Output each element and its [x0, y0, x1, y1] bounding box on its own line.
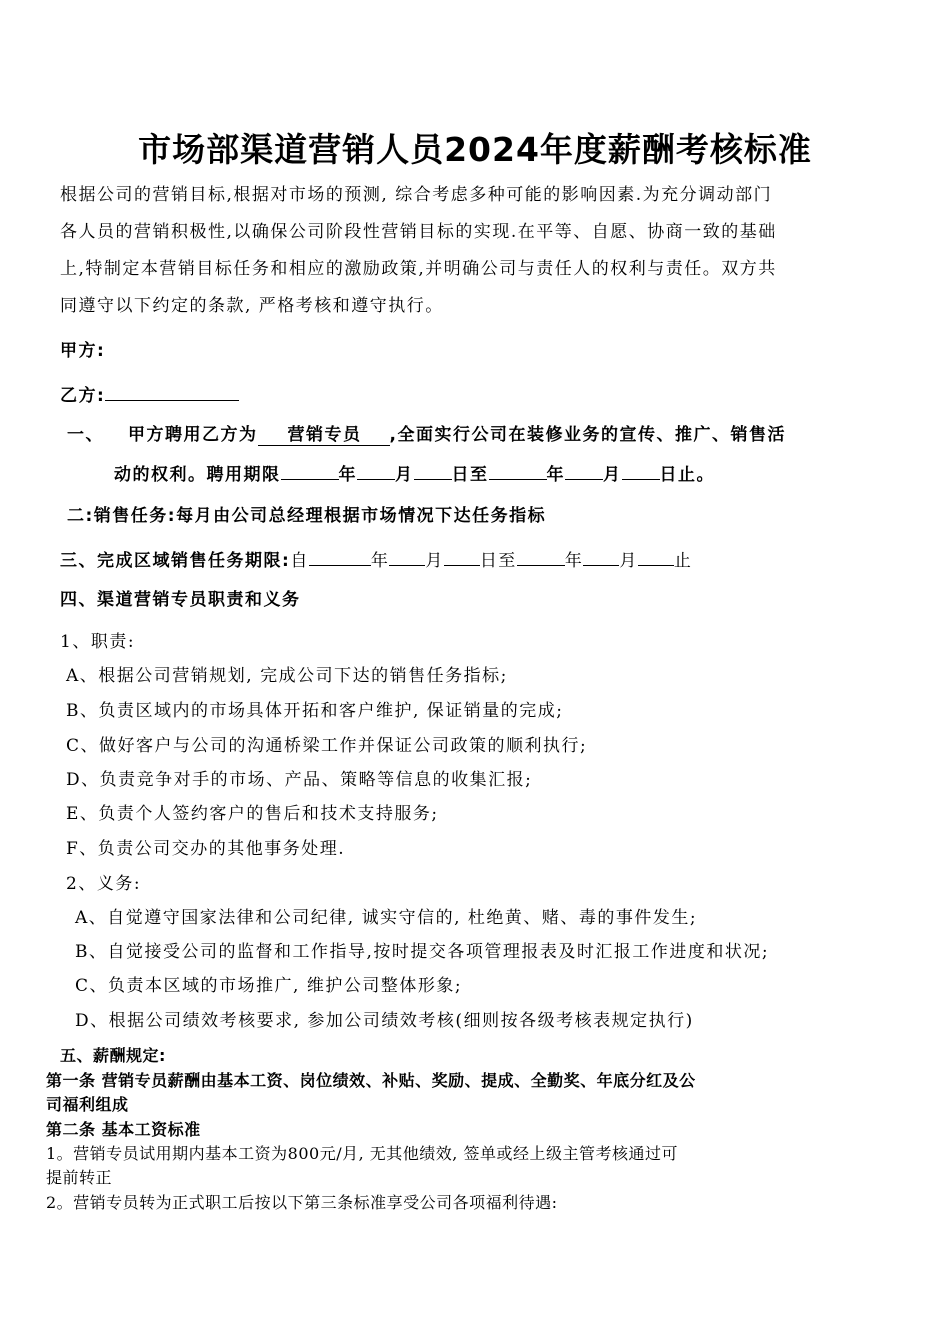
obligation-item: D、根据公司绩效考核要求, 参加公司绩效考核(细则按各级考核表规定执行)	[75, 1011, 694, 1031]
duty-item: B、负责区域内的市场具体开拓和客户维护, 保证销量的完成;	[66, 701, 564, 721]
year-label: 年	[338, 465, 357, 485]
party-b-text: 乙方:	[60, 386, 106, 406]
end-label: 止	[673, 551, 693, 571]
duty-item: E、负责个人签约客户的售后和技术支持服务;	[66, 804, 439, 824]
obligation-item: C、负责本区域的市场推广, 维护公司整体形象;	[75, 976, 463, 996]
year-label: 年	[370, 551, 390, 571]
month-label: 月	[395, 465, 414, 485]
day-end-label: 日止。	[659, 465, 715, 485]
end-month-blank	[565, 461, 603, 480]
obligation-item: A、自觉遵守国家法律和公司纪律, 诚实守信的, 杜绝黄、赌、毒的事件发生;	[75, 908, 698, 928]
to-year-blank	[517, 547, 565, 566]
year-label: 年	[546, 465, 565, 485]
clause-3	[60, 547, 692, 572]
end-day-blank	[622, 461, 660, 480]
employment-period-label: 动的权利。聘用期限	[114, 465, 281, 485]
party-b-label	[60, 382, 239, 407]
start-day-blank	[414, 461, 452, 480]
year-label: 年	[564, 551, 584, 571]
start-year-blank	[281, 461, 339, 480]
month-label: 月	[425, 551, 444, 571]
item-2: 2。营销专员转为正式职工后按以下第三条标准享受公司各项福利待遇:	[46, 1193, 558, 1212]
from-label: 自	[290, 551, 309, 571]
duty-item: F、负责公司交办的其他事务处理.	[66, 839, 346, 859]
clause-5: 五、薪酬规定:	[60, 1046, 166, 1065]
position-field: 营销专员	[258, 425, 390, 446]
start-month-blank	[357, 461, 395, 480]
to-day-blank	[638, 547, 674, 566]
intro-line-1: 根据公司的营销目标,根据对市场的预测, 综合考虑多种可能的影响因素.为充分调动部门	[60, 185, 773, 205]
party-b-blank	[105, 382, 239, 401]
item-1-line-1: 1。营销专员试用期内基本工资为800元/月, 无其他绩效, 签单或经上级主管考核通过可	[46, 1144, 678, 1163]
obligation-item: B、自觉接受公司的监督和工作指导,按时提交各项管理报表及时汇报工作进度和状况;	[75, 942, 770, 962]
party-a-label: 甲方:	[60, 341, 106, 361]
article-1-line-1: 第一条 营销专员薪酬由基本工资、岗位绩效、补贴、奖励、提成、全勤奖、年底分红及公	[46, 1071, 696, 1090]
day-to-label: 日至	[451, 465, 489, 485]
clause-1-pre: 甲方聘用乙方为	[128, 425, 258, 445]
duties-heading: 1、职责:	[60, 632, 136, 652]
article-1-line-2: 司福利组成	[46, 1095, 129, 1114]
month-label: 月	[603, 465, 622, 485]
clause-1-line-1	[67, 424, 786, 446]
duty-item: C、做好客户与公司的沟通桥梁工作并保证公司政策的顺利执行;	[66, 736, 588, 756]
duty-item: A、根据公司营销规划, 完成公司下达的销售任务指标;	[66, 666, 508, 686]
intro-line-4: 同遵守以下约定的条款, 严格考核和遵守执行。	[60, 296, 444, 316]
clause-1-post: ,全面实行公司在装修业务的宣传、推广、销售活	[389, 425, 786, 445]
from-year-blank	[309, 547, 371, 566]
day-to-label: 日至	[479, 551, 517, 571]
duty-item: D、负责竞争对手的市场、产品、策略等信息的收集汇报;	[66, 770, 533, 790]
intro-line-2: 各人员的营销积极性,以确保公司阶段性营销目标的实现.在平等、自愿、协商一致的基础	[60, 222, 777, 242]
obligations-heading: 2、义务:	[66, 874, 142, 894]
month-label: 月	[619, 551, 638, 571]
clause-1-number: 一、	[67, 425, 104, 445]
from-month-blank	[389, 547, 425, 566]
document-title: 市场部渠道营销人员2024年度薪酬考核标准	[138, 130, 812, 169]
to-month-blank	[583, 547, 619, 566]
clause-1-line-2	[114, 461, 715, 486]
clause-3-label: 三、完成区域销售任务期限:	[60, 551, 291, 571]
item-1-line-2: 提前转正	[46, 1168, 113, 1187]
article-2: 第二条 基本工资标准	[46, 1120, 201, 1139]
clause-2: 二:销售任务:每月由公司总经理根据市场情况下达任务指标	[67, 506, 547, 526]
end-year-blank	[489, 461, 547, 480]
from-day-blank	[444, 547, 480, 566]
intro-line-3: 上,特制定本营销目标任务和相应的激励政策,并明确公司与责任人的权利与责任。双方共	[60, 259, 777, 279]
clause-4: 四、渠道营销专员职责和义务	[60, 590, 301, 610]
